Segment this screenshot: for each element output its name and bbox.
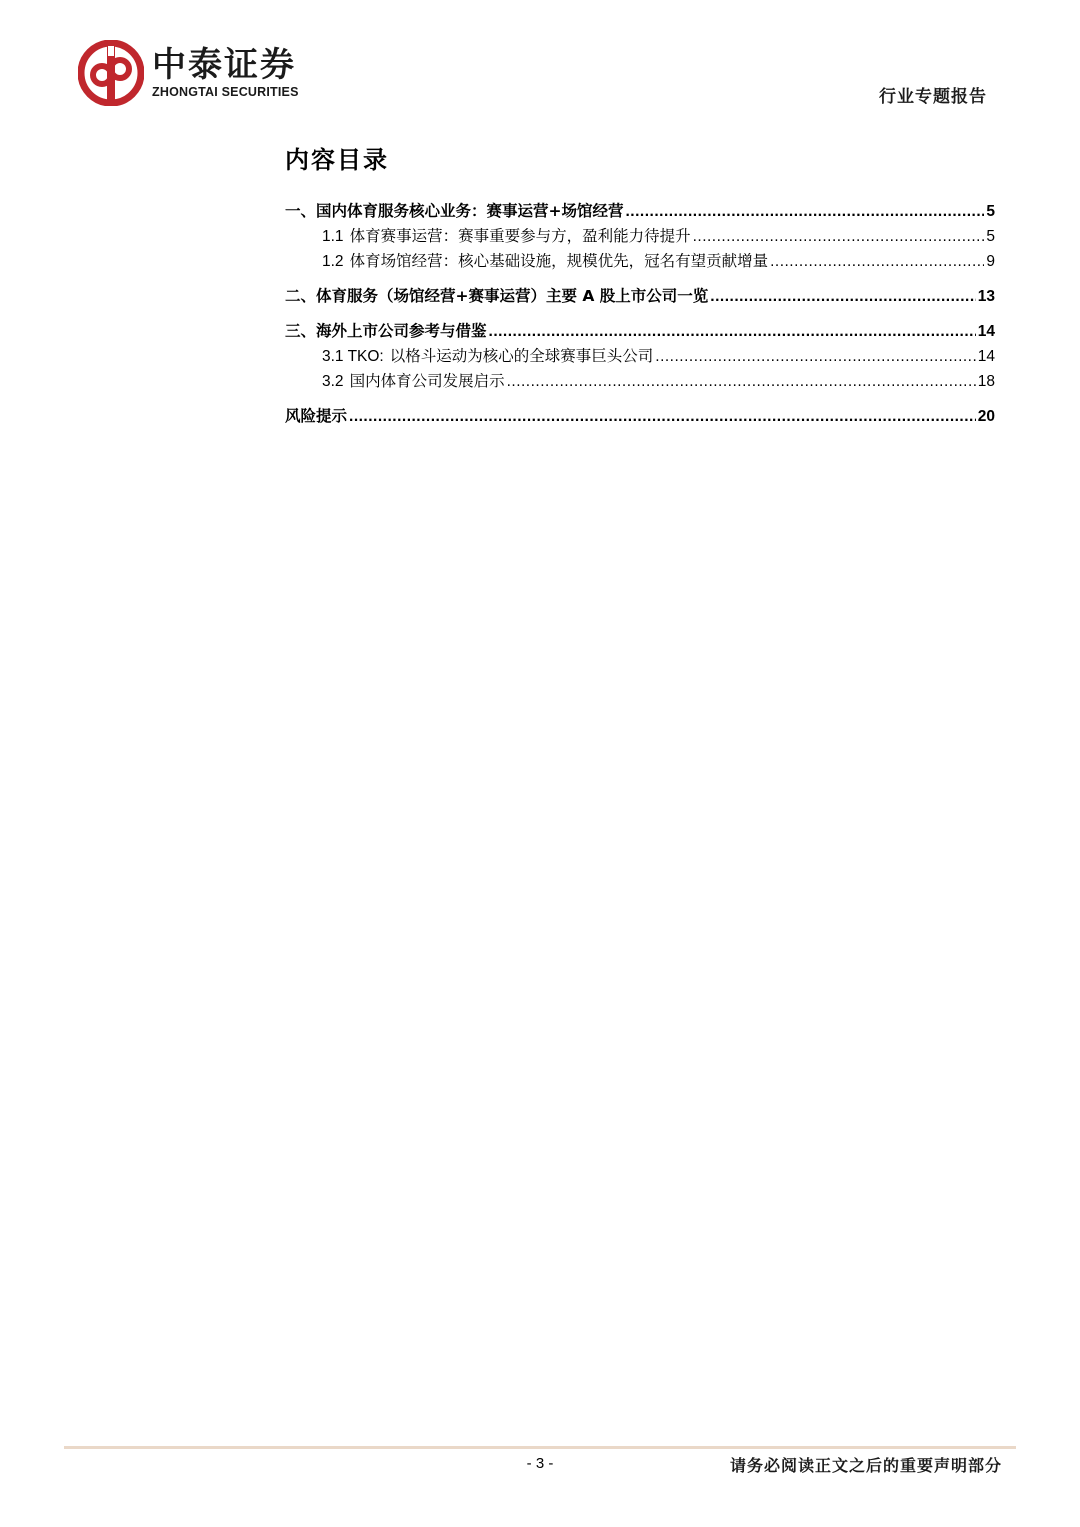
toc-entry-text: 三、海外上市公司参考与借鉴 <box>285 322 487 340</box>
table-of-contents <box>285 140 995 429</box>
disclaimer-notice: 请务必阅读正文之后的重要声明部分 <box>729 1456 1002 1475</box>
toc-entry[interactable] <box>285 319 995 344</box>
toc-entry-number: 3.2 <box>322 373 344 390</box>
toc-leader-dots <box>710 284 975 309</box>
toc-page-number: 14 <box>977 348 995 365</box>
toc-entry[interactable] <box>285 224 995 249</box>
toc-page-number: 5 <box>986 203 995 220</box>
toc-entry-text: 国内体育公司发展启示 <box>349 372 505 390</box>
toc-entry-number: 1.1 <box>322 228 344 245</box>
company-logo <box>78 40 299 106</box>
toc-entry[interactable] <box>285 284 995 309</box>
toc-leader-dots <box>693 224 985 249</box>
logo-english-name: ZHONGTAI SECURITIES <box>152 85 299 99</box>
toc-entry-text: 体育赛事运营：赛事重要参与方，盈利能力待提升 <box>349 227 691 245</box>
toc-page-number: 5 <box>986 228 995 245</box>
toc-title: 内容目录 <box>285 146 389 174</box>
toc-entry-text: 二、体育服务（场馆经营+赛事运营）主要 A 股上市公司一览 <box>285 287 709 305</box>
toc-entry-number: 1.2 <box>322 253 344 270</box>
footer-divider <box>64 1446 1016 1449</box>
toc-page-number: 14 <box>977 323 995 340</box>
report-type-label: 行业专题报告 <box>879 87 987 107</box>
toc-page-number: 18 <box>977 373 995 390</box>
logo-chinese-name: 中泰证券 <box>152 45 296 85</box>
toc-leader-dots <box>770 249 984 274</box>
toc-entry-text: 风险提示 <box>285 407 348 425</box>
toc-leader-dots <box>626 199 985 224</box>
toc-page-number: 13 <box>977 288 995 305</box>
toc-entry-text: 体育场馆经营：核心基础设施，规模优先，冠名有望贡献增量 <box>349 252 769 270</box>
zhongtai-logo-icon <box>78 40 144 106</box>
toc-leader-dots <box>507 369 976 394</box>
toc-entry[interactable] <box>285 249 995 274</box>
toc-leader-dots <box>655 344 975 369</box>
toc-entry-number: 3.1 TKO: <box>322 348 384 365</box>
toc-leader-dots <box>349 404 976 429</box>
toc-entry[interactable] <box>285 404 995 429</box>
toc-page-number: 9 <box>986 253 995 270</box>
toc-entry[interactable] <box>285 199 995 224</box>
toc-entry[interactable] <box>285 369 995 394</box>
page-number: - 3 - <box>526 1455 554 1472</box>
toc-entry-text: 一、国内体育服务核心业务：赛事运营+场馆经营 <box>285 202 624 220</box>
toc-leader-dots <box>489 319 976 344</box>
toc-entry-text: 以格斗运动为核心的全球赛事巨头公司 <box>389 347 654 365</box>
toc-page-number: 20 <box>977 408 995 425</box>
toc-entry[interactable] <box>285 344 995 369</box>
